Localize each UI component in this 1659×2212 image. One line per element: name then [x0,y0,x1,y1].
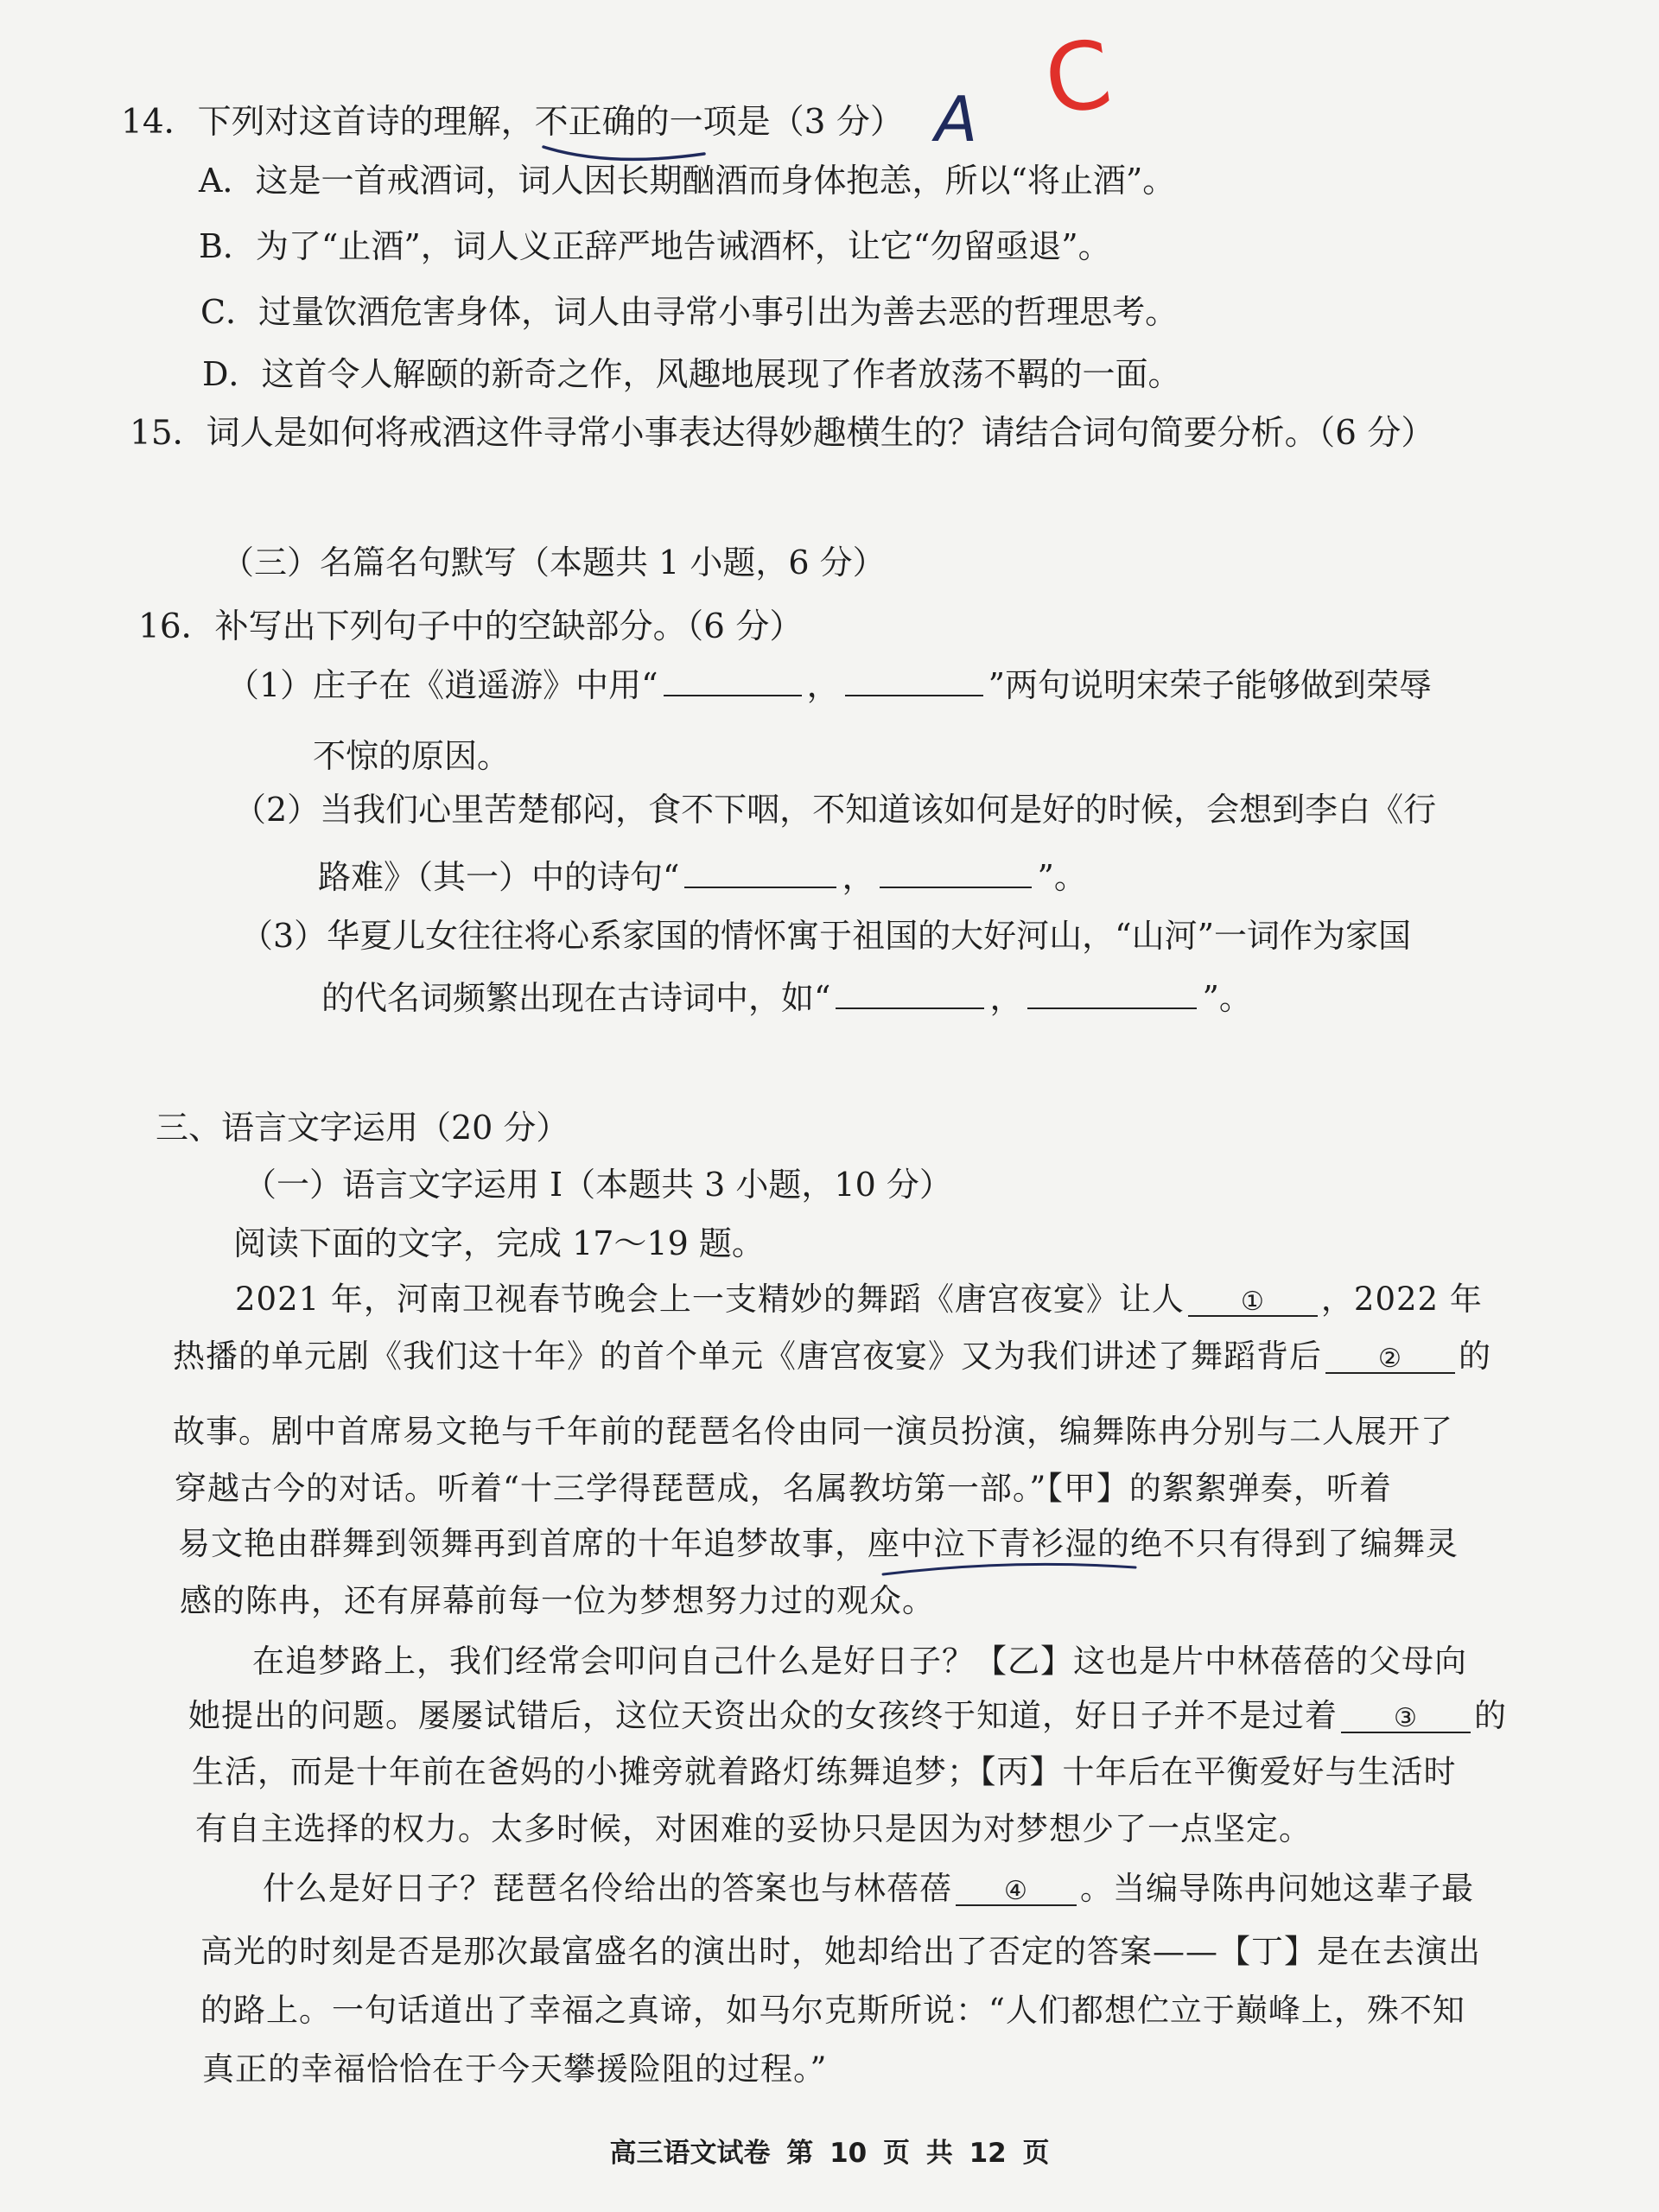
passage-text: 她提出的问题。屡屡试错后，这位天资出众的女孩终于知道，好日子并不是过着 [188,1697,1338,1734]
comma: ， [989,979,1023,1017]
answer-blank[interactable] [880,861,1032,888]
q14-stem [121,103,904,142]
reading-instruction: 阅读下面的文字，完成 17～19 题。 [233,1224,765,1262]
q16-item-3-line2 [321,979,1252,1017]
passage-p1-line1 [235,1282,1483,1317]
total-pages: 12 [969,2138,1007,2169]
passage-p3-line1 [263,1872,1474,1906]
passage-p1-line2 [173,1339,1491,1374]
passage-text: 的绝不只有得到了编舞灵 [1097,1525,1459,1562]
passage-text: 什么是好日子？琵琶名伶给出的答案也与林蓓蓓 [263,1870,952,1907]
passage-p1-line3: 故事。剧中首席易文艳与千年前的琵琶名伶由同一演员扮演，编舞陈冉分别与二人展开了 [173,1413,1453,1450]
passage-blank-4[interactable]: ④ [956,1872,1077,1906]
passage-text: ，2022 年 [1320,1281,1483,1318]
answer-blank[interactable] [664,669,802,696]
passage-p3-line2: 高光的时刻是否是那次最富盛名的演出时，她却给出了否定的答案——【丁】是在去演出 [200,1933,1481,1970]
passage-p3-line4: 真正的幸福恰恰在于今天攀援险阻的过程。” [202,2050,828,2088]
passage-text: 易文艳由群舞到领舞再到首席的十年追梦故事， [178,1525,868,1562]
q14-option-b: B．为了“止酒”，词人义正辞严地告诫酒杯，让它“勿留亟退”。 [199,227,1111,265]
passage-p2-line2 [188,1699,1507,1733]
q16-item-2-line2 [318,858,1087,896]
passage-blank-1[interactable]: ① [1188,1282,1318,1317]
comma: ， [806,666,840,704]
page-footer [0,2131,1659,2170]
q16-i3-text-b: 的代名词频繁出现在古诗词中，如“ [321,979,831,1017]
answer-blank[interactable] [836,982,984,1009]
handwritten-answer: A [935,83,978,156]
q16-item-1-line1 [226,666,1433,704]
part-3-subtitle: （一）语言文字运用 I（本题共 3 小题，10 分） [244,1166,952,1204]
q16-i2-text-b: 路难》（其一）中的诗句“ [318,858,680,896]
answer-blank[interactable] [1027,982,1197,1009]
q14-stem-text: 14．下列对这首诗的理解， [121,103,535,142]
passage-text: 的 [1474,1697,1507,1734]
q14-option-c: C．过量饮酒危害身体，词人由寻常小事引出为善去恶的哲理思考。 [200,293,1179,331]
q16-i1-text-b: ”两句说明宋荣子能够做到荣辱 [988,666,1433,704]
answer-blank[interactable] [845,669,983,696]
q16-stem: 16．补写出下列句子中的空缺部分。（6 分） [138,607,804,646]
passage-p1-line5 [178,1525,1459,1562]
passage-text: 。当编导陈冉问她这辈子最 [1080,1870,1474,1907]
passage-text: 热播的单元剧《我们这十年》的首个单元《唐宫夜宴》又为我们讲述了舞蹈背后 [173,1338,1322,1375]
part-3-title: 三、语言文字运用（20 分） [156,1109,569,1147]
answer-blank[interactable] [684,861,836,888]
passage-p1-line4: 穿越古今的对话。听着“十三学得琵琶成，名属教坊第一部。”【甲】的絮絮弹奏，听着 [175,1470,1392,1507]
q16-i1-text-a: （1）庄子在《逍遥游》中用“ [226,666,658,704]
q14-underlined-text: 不正确 [534,103,636,142]
underlined-quote: 座中泣下青衫湿 [868,1525,1097,1562]
passage-text: 的 [1459,1338,1491,1375]
section-3-subtitle: （三）名篇名句默写（本题共 1 小题，6 分） [221,543,886,582]
passage-blank-2[interactable]: ② [1325,1339,1455,1374]
q16-item-1-line2: 不惊的原因。 [313,737,511,775]
q15-stem: 15．词人是如何将戒酒这件寻常小事表达得妙趣横生的？请结合词句简要分析。（6 分） [130,414,1435,453]
red-grade-mark: C [1038,20,1118,137]
passage-p2-line1: 在追梦路上，我们经常会叩问自己什么是好日子？【乙】这也是片中林蓓蓓的父母向 [252,1643,1467,1680]
close-quote: ”。 [1037,858,1087,896]
close-quote: ”。 [1202,979,1252,1017]
comma: ， [842,858,875,896]
handwritten-underline-arc-2 [880,1555,1139,1581]
passage-p1-line6: 感的陈冉，还有屏幕前每一位为梦想努力过的观众。 [180,1582,935,1619]
footer-label: 共 [925,2138,953,2169]
q16-item-3-line1: （3）华夏儿女往往将心系家国的情怀寓于祖国的大好河山，“山河”一词作为家国 [240,917,1412,955]
q14-option-d: D．这首令人解颐的新奇之作，风趣地展现了作者放荡不羁的一面。 [202,355,1181,393]
footer-title: 高三语文试卷 [609,2138,771,2169]
passage-p2-line4: 有自主选择的权力。太多时候，对困难的妥协只是因为对梦想少了一点坚定。 [195,1810,1312,1847]
passage-p2-line3: 生活，而是十年前在爸妈的小摊旁就着路灯练舞追梦；【丙】十年后在平衡爱好与生活时 [192,1753,1457,1790]
q14-stem-end: 的一项是（3 分） [635,103,904,142]
footer-label: 页 [1022,2138,1050,2169]
footer-label: 页 [883,2138,910,2169]
footer-label: 第 [786,2138,814,2169]
q14-option-a: A．这是一首戒酒词，词人因长期酗酒而身体抱恙，所以“将止酒”。 [199,162,1176,200]
passage-text: 2021 年，河南卫视春节晚会上一支精妙的舞蹈《唐宫夜宴》让人 [235,1281,1185,1318]
page-number: 10 [830,2138,868,2169]
passage-p3-line3: 的路上。一句话道出了幸福之真谛，如马尔克斯所说：“人们都想伫立于巅峰上，殊不知 [200,1992,1465,2029]
passage-blank-3[interactable]: ③ [1341,1699,1471,1733]
q16-item-2-line1: （2）当我们心里苦楚郁闷，食不下咽，不知道该如何是好的时候，会想到李白《行 [233,791,1437,829]
